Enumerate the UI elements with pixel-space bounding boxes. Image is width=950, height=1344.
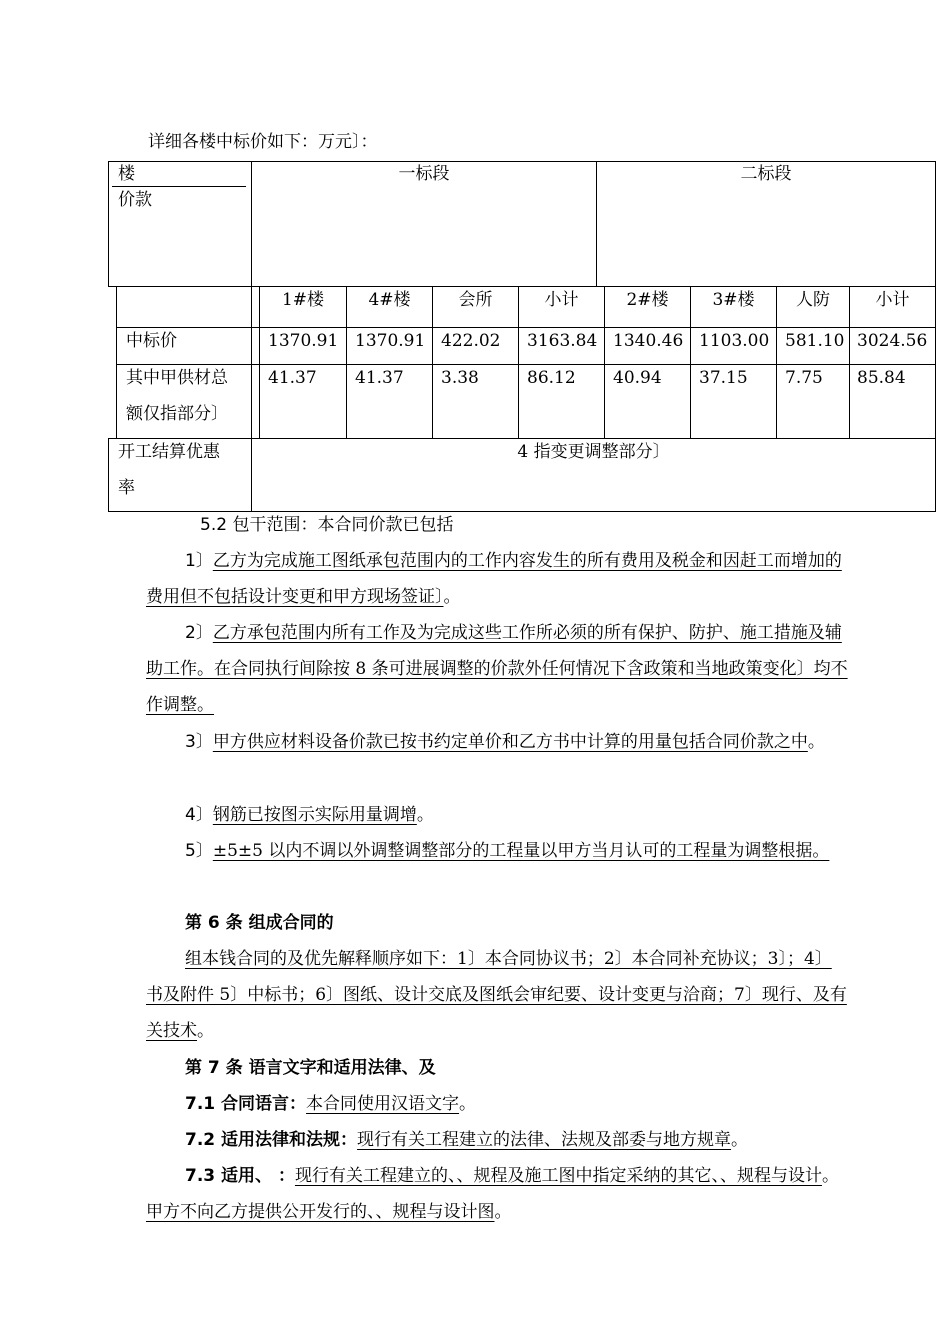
article-6-text — [146, 941, 848, 1049]
item-number: 5〕 — [185, 841, 213, 861]
row-label-bid-price: 中标价 — [126, 331, 177, 351]
item-end: 。 — [416, 805, 434, 825]
article-7-heading: 第 7 条 语言文字和适用法律、及 — [185, 1058, 436, 1078]
intro-text: 详细各楼中标价如下：万元〕： — [148, 132, 378, 152]
scope-item-4 — [146, 797, 848, 833]
section-1-header: 一标段 — [398, 164, 450, 184]
article-6-heading: 第 6 条 组成合同的 — [185, 913, 334, 933]
item-end: 。 — [443, 587, 461, 607]
discount-rate-value: 4 指变更调整部分〕 — [517, 442, 670, 462]
corner-label-top: 楼 — [118, 164, 135, 184]
table-border — [108, 438, 109, 512]
row-label-discount-rate: 开工结算优惠 — [118, 442, 220, 462]
text-end: 。 — [197, 1021, 214, 1041]
table-cell: 40.94 — [613, 368, 662, 388]
item-number: 4〕 — [185, 805, 213, 825]
col-header: 2#楼 — [626, 290, 669, 310]
table-cell: 3024.56 — [857, 331, 928, 351]
row-label-supplied-materials-2: 额仅指部分〕 — [126, 404, 228, 424]
scope-item-3 — [146, 724, 848, 760]
clause-text-2: 甲方不向乙方提供公开发行的、、规程与设计图 — [146, 1202, 495, 1222]
table-cell: 1370.91 — [355, 331, 426, 351]
item-text: 乙方承包范围内所有工作及为完成这些工作所必须的所有保护、防护、施工措施及辅助工作。在合同执行间除按 8 条可进展调整的价款外任何情况下含政策和当地政策变化〕均不作调整。 — [146, 623, 848, 715]
table-border — [108, 161, 109, 287]
row-label-supplied-materials: 其中甲供材总 — [126, 368, 228, 388]
clause-label: 7.1 合同语言： — [185, 1094, 307, 1114]
col-header: 小计 — [875, 290, 910, 310]
table-border — [116, 287, 117, 438]
item-text: ±5±5 以内不调以外调整调整部分的工程量以甲方当月认可的工程量为调整根据。 — [212, 841, 830, 861]
table-cell: 41.37 — [355, 368, 404, 388]
item-number: 2〕 — [185, 623, 213, 643]
clause-7-3 — [146, 1158, 848, 1230]
item-number: 3〕 — [185, 732, 213, 752]
table-cell: 1370.91 — [268, 331, 339, 351]
item-number: 1〕 — [185, 551, 213, 571]
scope-item-1 — [146, 543, 848, 615]
table-cell: 37.15 — [699, 368, 748, 388]
table-cell: 1103.00 — [699, 331, 770, 351]
scope-item-5 — [146, 833, 848, 869]
col-header: 会所 — [458, 290, 493, 310]
clause-text: 现行有关工程建立的、、规程及施工图中指定采纳的其它、、规程与设计 — [294, 1166, 822, 1186]
clause-end: 。 — [459, 1094, 477, 1114]
table-cell: 85.84 — [857, 368, 906, 388]
table-border — [935, 327, 936, 512]
clause-mid: 。 — [821, 1166, 839, 1186]
item-text: 钢筋已按图示实际用量调增 — [212, 805, 417, 825]
clause-label: 7.2 适用法律和法规： — [185, 1130, 358, 1150]
table-cell: 1340.46 — [613, 331, 684, 351]
table-cell: 581.10 — [785, 331, 845, 351]
col-header: 人防 — [796, 290, 830, 310]
clause-7-2 — [146, 1122, 848, 1158]
corner-label-bottom: 价款 — [118, 190, 152, 210]
table-cell: 7.75 — [785, 368, 823, 388]
table-cell: 3.38 — [441, 368, 479, 388]
item-text: 乙方为完成施工图纸承包范围内的工作内容发生的所有费用及税金和因赶工而增加的费用但不包括设计变更和甲方现场签证〕 — [146, 551, 842, 607]
table-cell: 41.37 — [268, 368, 317, 388]
clause-text: 本合同使用汉语文字 — [306, 1094, 460, 1114]
col-header: 小计 — [544, 290, 579, 310]
col-header: 3#楼 — [712, 290, 755, 310]
contract-documents-text: 组本钱合同的及优先解释顺序如下：1〕本合同协议书；2〕本合同补充协议；3〕；4〕书及附件 5〕中标书；6〕图纸、设计交底及图纸会审纪要、设计变更与洽商；7〕现行、及有关技术 — [146, 949, 847, 1041]
section-2-header: 二标段 — [740, 164, 792, 184]
clause-text: 现行有关工程建立的法律、法规及部委与地方规章 — [357, 1130, 732, 1150]
table-cell: 422.02 — [441, 331, 501, 351]
item-text: 甲方供应材料设备价款已按书约定单价和乙方书中计算的用量包括合同价款之中 — [212, 732, 808, 752]
clause-end: 。 — [731, 1130, 749, 1150]
table-border — [935, 161, 936, 328]
table-cell: 3163.84 — [527, 331, 598, 351]
table-cell: 86.12 — [527, 368, 576, 388]
clause-end: 。 — [494, 1202, 512, 1222]
item-end: 。 — [807, 732, 825, 752]
section-5-2-heading: 5.2 包干范围：本合同价款已包括 — [200, 515, 454, 535]
col-header: 1#楼 — [281, 290, 325, 310]
col-header: 4#楼 — [368, 290, 411, 310]
clause-label: 7.3 适用、 ： — [185, 1166, 295, 1186]
scope-item-2 — [146, 615, 848, 723]
row-label-discount-rate-2: 率 — [118, 478, 135, 498]
clause-7-1 — [146, 1086, 848, 1122]
